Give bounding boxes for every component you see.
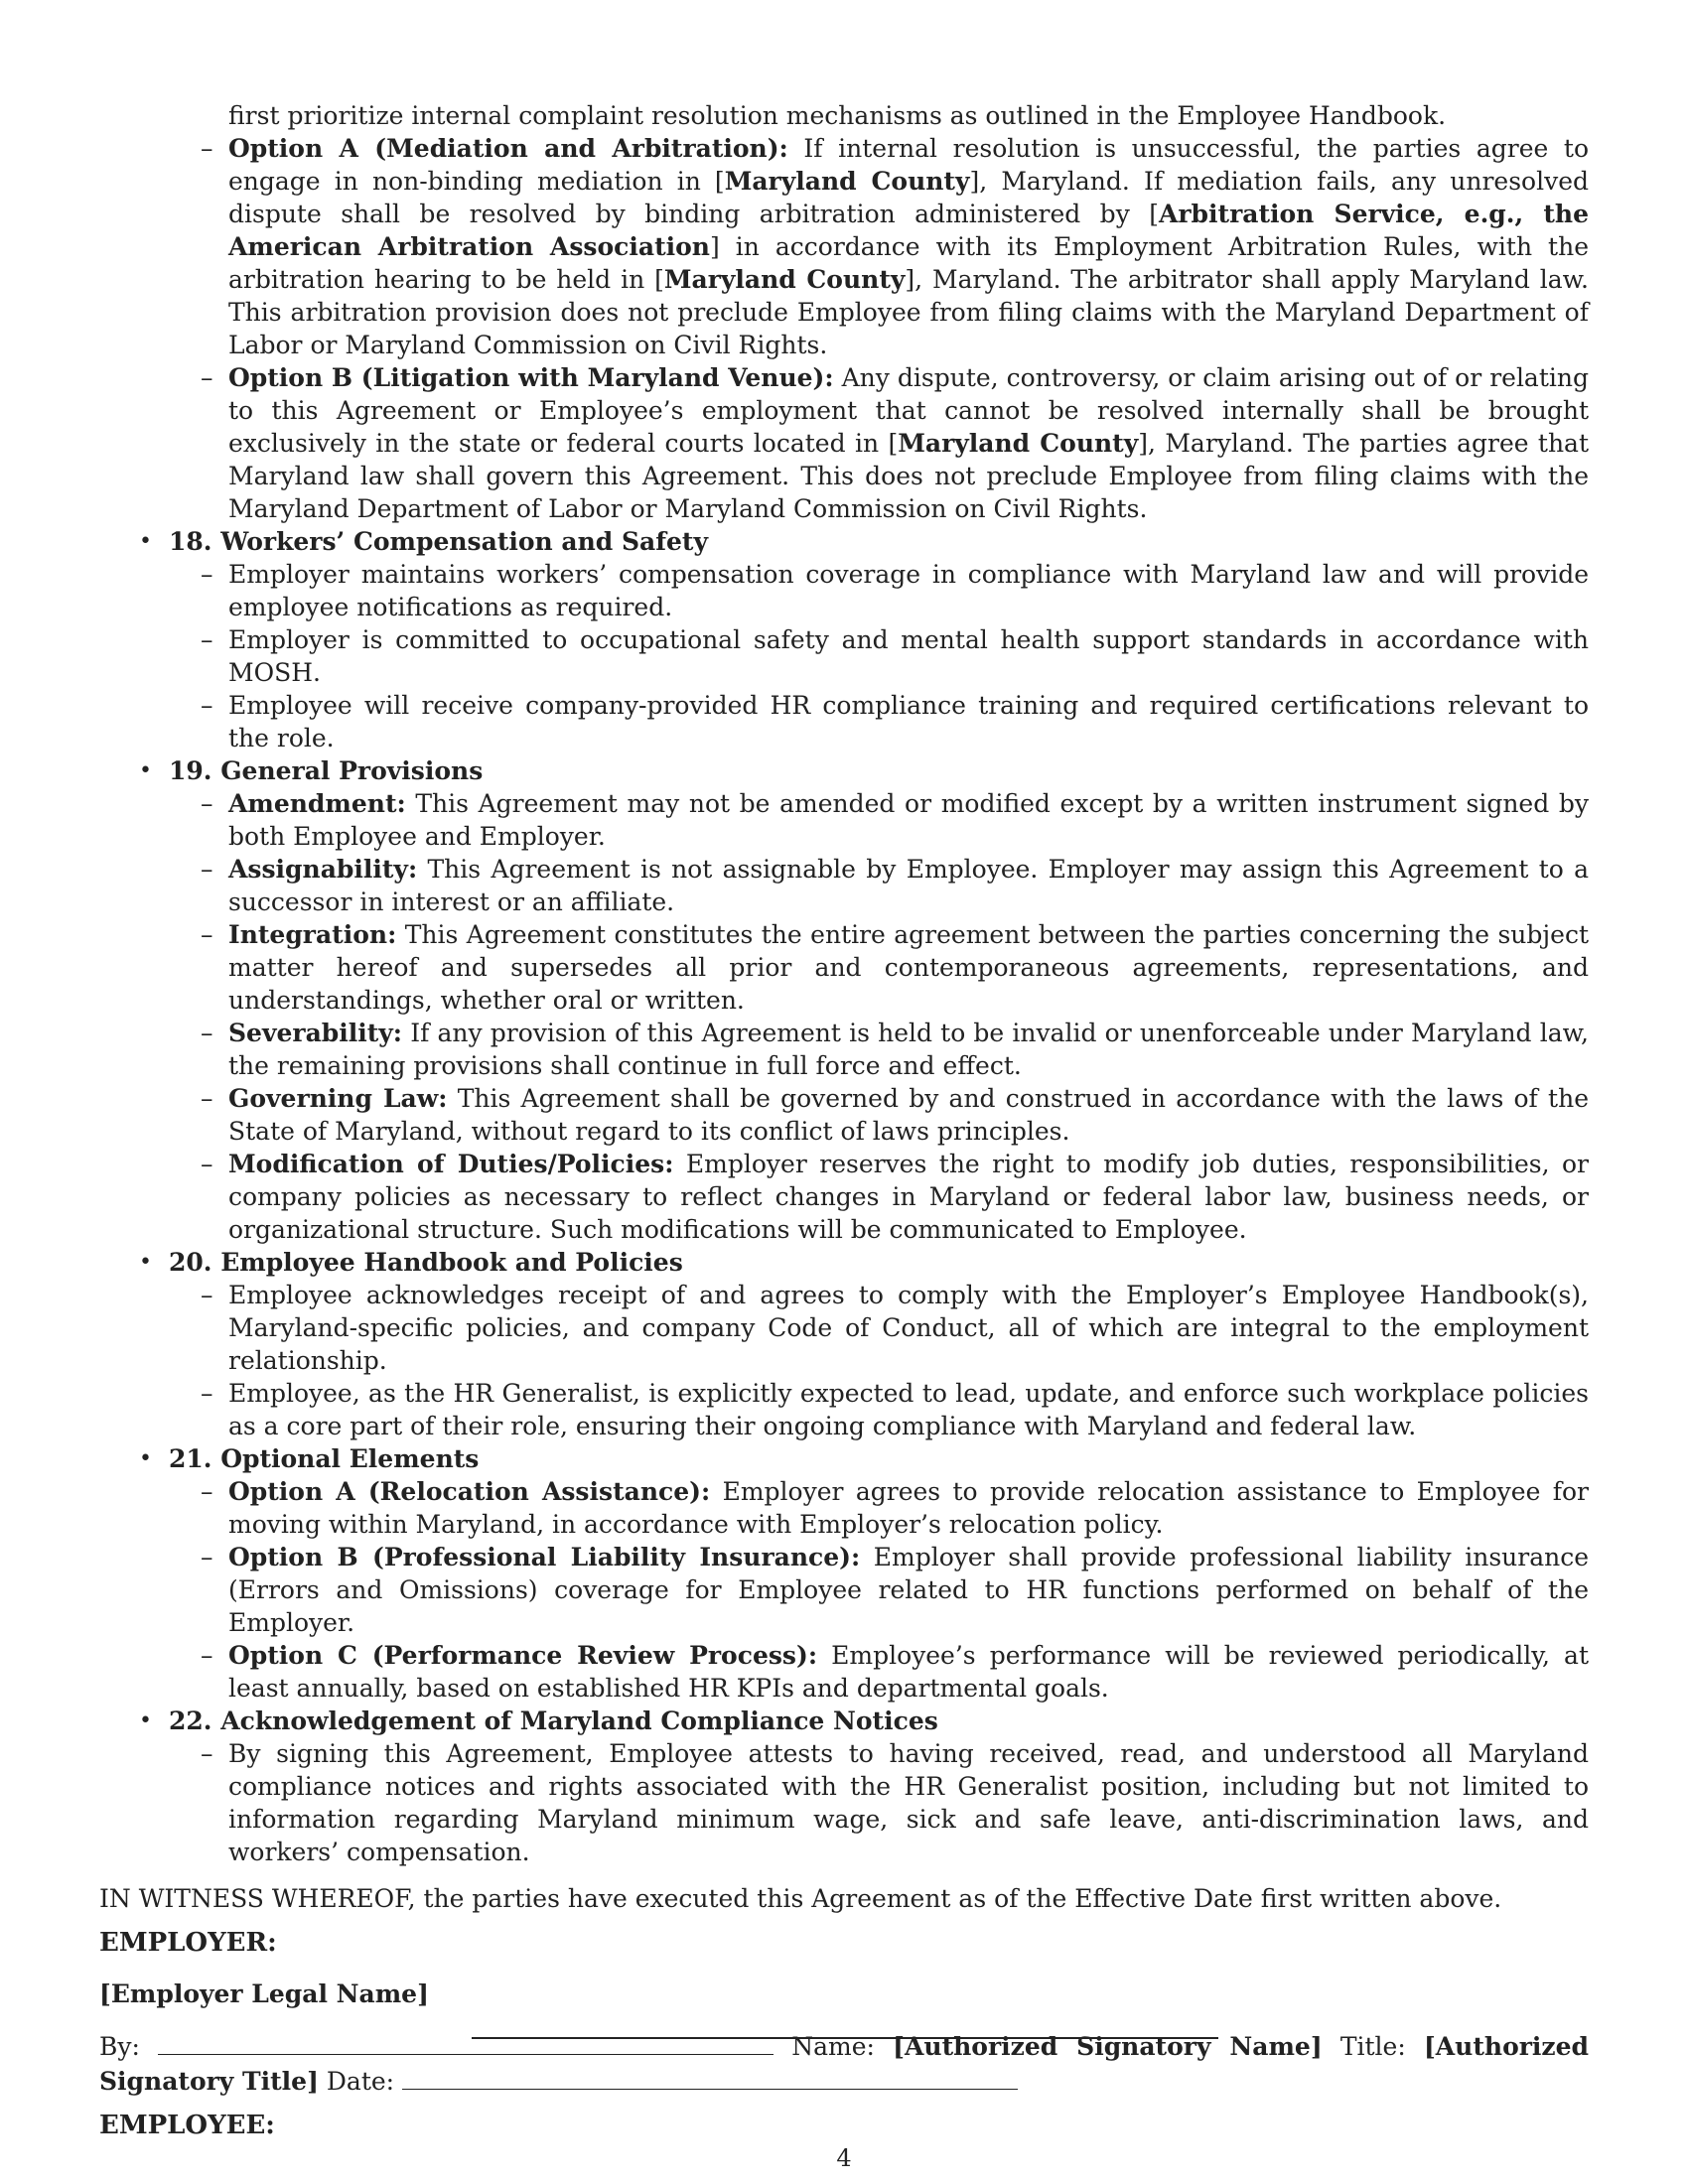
list-item: – Amendment: This Agreement may not be amended or modified except by a written instrument signed by both Employee and Employer. [169,787,1589,853]
list-item: – Employer is committed to occupational safety and mental health support standards in accordance with MOSH. [169,623,1589,689]
section-title: • 18. Workers’ Compensation and Safety [169,527,708,556]
list-item: – Employer maintains workers’ compensation coverage in compliance with Maryland law and will provide employee notifications as required. [169,558,1589,623]
section-title: • 21. Optional Elements [169,1444,480,1473]
list-item: – Employee acknowledges receipt of and agrees to comply with the Employer’s Employee Handbook(s), Maryland-specific policies, and company Code of Conduct, all of which are integral to the employment relationship. [169,1279,1589,1377]
dispute-option-list [169,132,1589,525]
option-label: Option B (Litigation with Maryland Venue): [228,363,834,392]
witness-clause: IN WITNESS WHEREOF, the parties have executed this Agreement as of the Effective Date first written above. [99,1884,1502,1913]
signature-line[interactable] [158,2028,774,2055]
dispute-option-a: – Option A (Mediation and Arbitration): If internal resolution is unsuccessful, the parties agree to engage in non-binding mediation in [Maryland County], Maryland. If mediation fails, any unresolved dispute shall be resolved by binding arbitration administered by [Arbitration Service, e.g., the American Arbitration Association] in accordance with its Employment Arbitration Rules, with the arbitration hearing to be held in [Maryland County], Maryland. The arbitrator shall apply Maryland law. This arbitration provision does not preclude Employee from filing claims with the Maryland Department of Labor or Maryland Commission on Civil Rights. [169,132,1589,361]
employee-signature-line[interactable] [472,2037,1218,2039]
section-18 [99,525,1589,754]
employer-signature-block: By: Name: [Authorized Signatory Name] Title: [Authorized Signatory Title] Date: [99,2028,1589,2098]
employer-legal-name: [Employer Legal Name] [99,1979,429,2008]
list-item: – Modification of Duties/Policies: Employer reserves the right to modify job duties, responsibilities, or company policies as necessary to reflect changes in Maryland or federal labor law, business needs, or organizational structure. Such modifications will be communicated to Employee. [169,1148,1589,1246]
list-item: – Employee, as the HR Generalist, is explicitly expected to lead, update, and enforce such workplace policies as a core part of their role, ensuring their ongoing compliance with Maryland and federal law. [169,1377,1589,1442]
section-title: • 19. General Provisions [169,756,484,785]
list-item: – By signing this Agreement, Employee attests to having received, read, and understood all Maryland compliance notices and rights associated with the HR Generalist position, including but not limited to information regarding Maryland minimum wage, sick and safe leave, anti-discrimination laws, and workers’ compensation. [169,1737,1589,1868]
list-item: – Governing Law: This Agreement shall be governed by and construed in accordance with the laws of the State of Maryland, without regard to its conflict of laws principles. [169,1082,1589,1148]
list-item: – Integration: This Agreement constitutes the entire agreement between the parties concerning the subject matter hereof and supersedes all prior and contemporaneous agreements, representations, and understandings, whether oral or written. [169,918,1589,1017]
employee-label: EMPLOYEE: [99,2111,275,2140]
list-item: – Assignability: This Agreement is not assignable by Employee. Employer may assign this Agreement to a successor in interest or an affiliate. [169,853,1589,918]
list-item: – Severability: If any provision of this Agreement is held to be invalid or unenforceable under Maryland law, the remaining provisions shall continue in full force and effect. [169,1017,1589,1082]
dispute-option-b: – Option B (Litigation with Maryland Venue): Any dispute, controversy, or claim arising out of or relating to this Agreement or Employee’s employment that cannot be resolved internally shall be brought exclusively in the state or federal courts located in [Maryland County], Maryland. The parties agree that Maryland law shall govern this Agreement. This does not preclude Employee from filing claims with the Maryland Department of Labor or Maryland Commission on Civil Rights. [169,361,1589,525]
date-line[interactable] [402,2063,1018,2090]
continued-paragraph: first prioritize internal complaint resolution mechanisms as outlined in the Employee Handbook. [228,101,1447,130]
section-22 [99,1705,1589,1868]
section-21 [99,1442,1589,1705]
section-19 [99,754,1589,1246]
page-content [99,99,1589,2142]
option-label: Option A (Mediation and Arbitration): [228,134,788,163]
list-item: – Option C (Performance Review Process): Employee’s performance will be reviewed periodically, at least annually, based on established HR KPIs and departmental goals. [169,1639,1589,1705]
list-item: – Employee will receive company-provided HR compliance training and required certifications relevant to the role. [169,689,1589,754]
employer-label: EMPLOYER: [99,1928,277,1958]
list-item: – Option A (Relocation Assistance): Employer agrees to provide relocation assistance to Employee for moving within Maryland, in accordance with Employer’s relocation policy. [169,1475,1589,1541]
section-title: • 20. Employee Handbook and Policies [169,1248,683,1277]
section-20 [99,1246,1589,1442]
section-list [99,525,1589,1868]
section-title: • 22. Acknowledgement of Maryland Compliance Notices [169,1706,938,1735]
list-item: – Option B (Professional Liability Insurance): Employer shall provide professional liability insurance (Errors and Omissions) coverage for Employee related to HR functions performed on behalf of the Employer. [169,1541,1589,1639]
page-number: 4 [836,2144,852,2172]
